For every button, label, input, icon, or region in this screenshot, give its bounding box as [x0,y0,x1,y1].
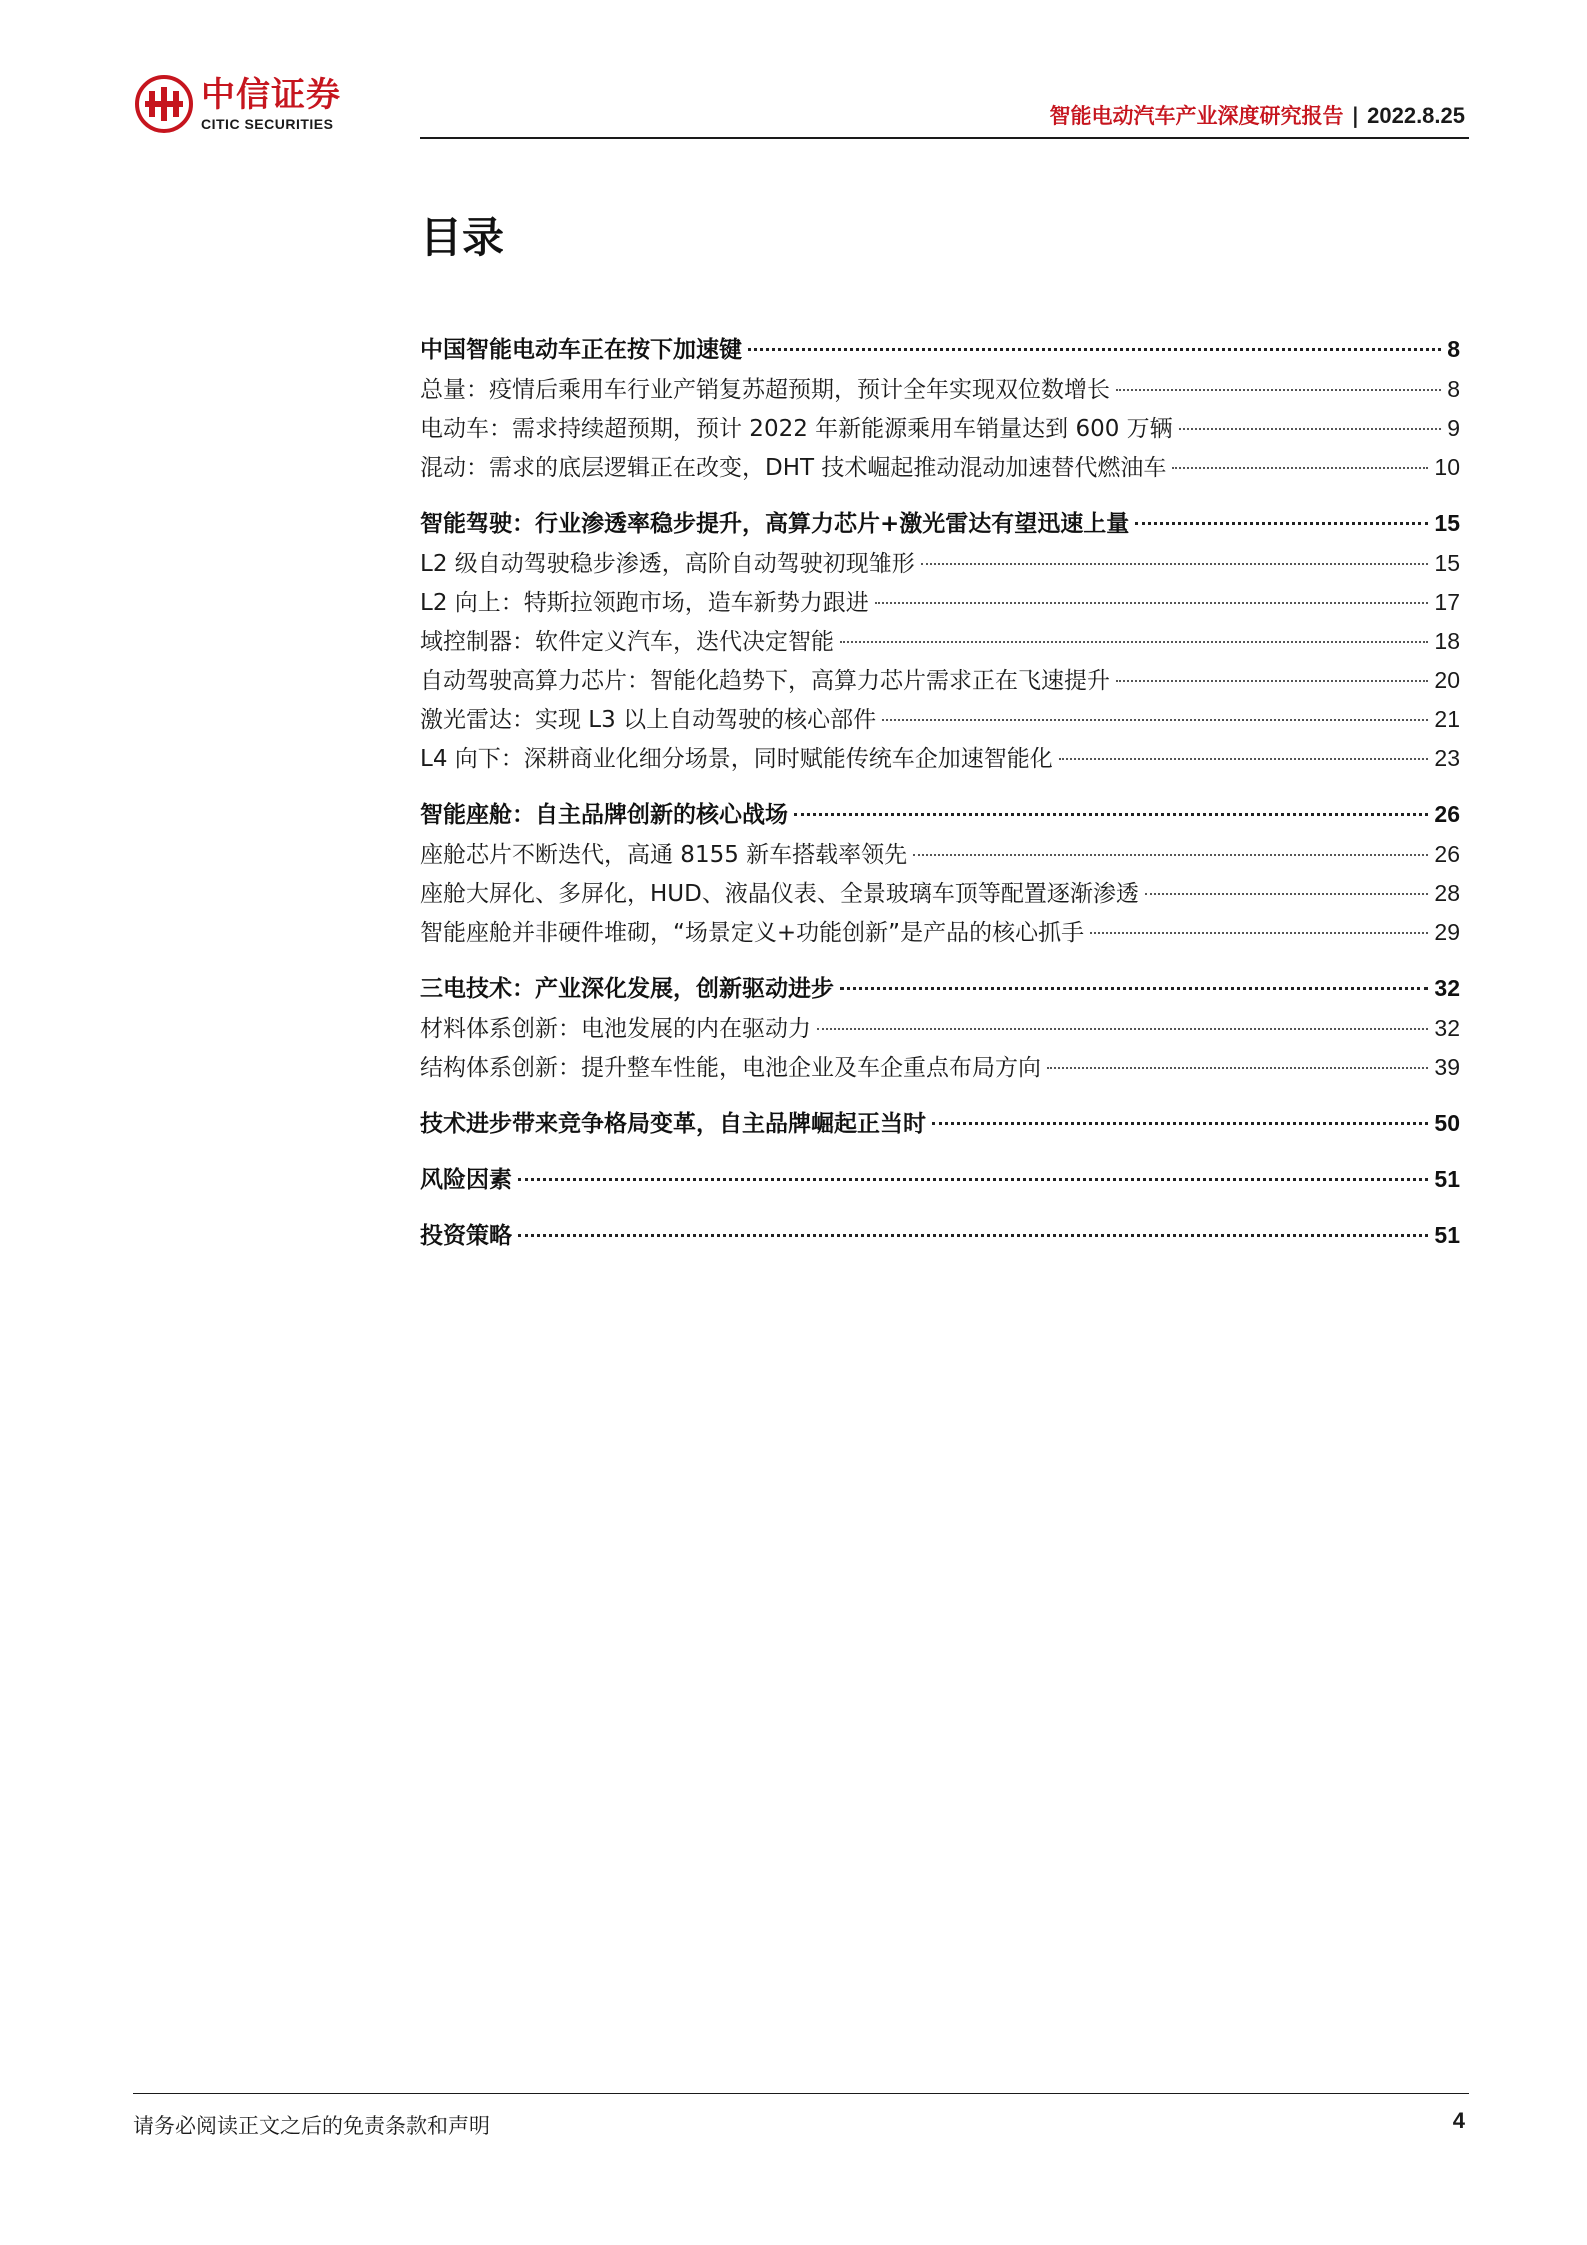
toc-entry-title: 智能座舱并非硬件堆砌，“场景定义+功能创新”是产品的核心抓手 [420,920,1085,946]
toc-entry-title: 激光雷达：实现 L3 以上自动驾驶的核心部件 [420,707,877,733]
toc-section [420,1216,1460,1256]
dot-leader [1090,932,1428,934]
toc-entry-title: 混动：需求的底层逻辑正在改变，DHT 技术崛起推动混动加速替代燃油车 [420,455,1167,481]
toc-section [420,1160,1460,1200]
dot-leader [1172,467,1428,469]
toc-chapter-entry[interactable] [420,969,1460,1009]
toc-subsection-entry[interactable] [420,835,1460,874]
toc-chapter-entry[interactable] [420,504,1460,544]
dot-leader [882,719,1428,721]
toc-chapter-entry[interactable] [420,1104,1460,1144]
toc-entry-page: 18 [1434,628,1460,654]
toc-entry-page: 9 [1447,415,1460,441]
toc-subsection-entry[interactable] [420,544,1460,583]
toc-subsection-entry[interactable] [420,874,1460,913]
toc-entry-page: 20 [1434,667,1460,693]
toc-entry-title: 域控制器：软件定义汽车，迭代决定智能 [420,629,834,655]
dot-leader [1116,389,1441,391]
toc-entry-page: 15 [1434,510,1460,536]
toc-entry-page: 51 [1434,1222,1460,1248]
toc-entry-title: L4 向下：深耕商业化细分场景，同时赋能传统车企加速智能化 [420,746,1053,772]
toc-entry-page: 8 [1447,376,1460,402]
toc-entry-page: 51 [1434,1166,1460,1192]
toc-subsection-entry[interactable] [420,661,1460,700]
toc-subsection-entry[interactable] [420,1009,1460,1048]
toc-subsection-entry[interactable] [420,622,1460,661]
report-header [1049,100,1465,130]
toc-subsection-entry[interactable] [420,448,1460,487]
toc-entry-title: 风险因素 [420,1167,512,1193]
dot-leader [794,813,1428,816]
dot-leader [913,854,1428,856]
toc-subsection-entry[interactable] [420,409,1460,448]
report-title: 智能电动汽车产业深度研究报告 [1049,104,1344,128]
toc-section [420,330,1460,487]
dot-leader [817,1028,1428,1030]
dot-leader [932,1122,1428,1125]
toc-entry-title: 智能驾驶：行业渗透率稳步提升，高算力芯片+激光雷达有望迅速上量 [420,511,1130,537]
toc-entry-title: 材料体系创新：电池发展的内在驱动力 [420,1016,811,1042]
toc-entry-title: 结构体系创新：提升整车性能，电池企业及车企重点布局方向 [420,1055,1041,1081]
header-divider [420,137,1469,139]
toc-subsection-entry[interactable] [420,1048,1460,1087]
footer-divider [133,2093,1469,2094]
dot-leader [1135,522,1428,525]
toc-entry-title: 座舱芯片不断迭代，高通 8155 新车搭载率领先 [420,842,908,868]
logo-english-name: CITIC SECURITIES [201,116,334,132]
toc-subsection-entry[interactable] [420,370,1460,409]
toc-entry-title: 电动车：需求持续超预期，预计 2022 年新能源乘用车销量达到 600 万辆 [420,416,1173,442]
toc-entry-page: 50 [1434,1110,1460,1136]
citic-logo [135,74,341,134]
toc-subsection-entry[interactable] [420,913,1460,952]
toc-section [420,795,1460,952]
dot-leader [840,987,1428,990]
toc-section [420,969,1460,1087]
toc-entry-page: 17 [1434,589,1460,615]
toc-entry-title: 总量：疫情后乘用车行业产销复苏超预期，预计全年实现双位数增长 [420,377,1110,403]
dot-leader [1116,680,1428,682]
toc-chapter-entry[interactable] [420,1216,1460,1256]
header-separator: | [1351,104,1360,128]
report-date: 2022.8.25 [1367,103,1465,128]
toc-entry-page: 39 [1434,1054,1460,1080]
toc-entry-title: 技术进步带来竞争格局变革，自主品牌崛起正当时 [420,1111,926,1137]
footer-disclaimer: 请务必阅读正文之后的免责条款和声明 [133,2114,490,2138]
toc-entry-title: 自动驾驶高算力芯片：智能化趋势下，高算力芯片需求正在飞速提升 [420,668,1110,694]
toc-entry-page: 15 [1434,550,1460,576]
toc-entry-title: 座舱大屏化、多屏化，HUD、液晶仪表、全景玻璃车顶等配置逐渐渗透 [420,881,1139,907]
toc-chapter-entry[interactable] [420,1160,1460,1200]
toc-entry-title: L2 向上：特斯拉领跑市场，造车新势力跟进 [420,590,869,616]
logo-chinese-name: 中信证券 [201,75,341,115]
toc-entry-title: 投资策略 [420,1223,512,1249]
toc-entry-page: 32 [1434,1015,1460,1041]
dot-leader [518,1178,1428,1181]
dot-leader [840,641,1428,643]
toc-chapter-entry[interactable] [420,330,1460,370]
toc-section [420,1104,1460,1144]
toc-section [420,504,1460,778]
toc-entry-page: 32 [1434,975,1460,1001]
toc-entry-page: 10 [1434,454,1460,480]
toc-heading: 目录 [420,213,505,262]
toc-entry-title: L2 级自动驾驶稳步渗透，高阶自动驾驶初现雏形 [420,551,915,577]
dot-leader [1145,893,1429,895]
toc-entry-title: 智能座舱：自主品牌创新的核心战场 [420,802,788,828]
dot-leader [921,563,1429,565]
toc-entry-title: 三电技术：产业深化发展，创新驱动进步 [420,976,834,1002]
dot-leader [518,1234,1428,1237]
toc-entry-page: 8 [1447,336,1460,362]
toc-entry-page: 23 [1434,745,1460,771]
dot-leader [1059,758,1429,760]
toc-entry-page: 21 [1434,706,1460,732]
table-of-contents [420,330,1460,1272]
toc-subsection-entry[interactable] [420,739,1460,778]
dot-leader [1047,1067,1428,1069]
toc-subsection-entry[interactable] [420,700,1460,739]
toc-entry-title: 中国智能电动车正在按下加速键 [420,337,742,363]
toc-entry-page: 26 [1434,841,1460,867]
toc-subsection-entry[interactable] [420,583,1460,622]
page-number: 4 [1452,2108,1465,2133]
toc-entry-page: 26 [1434,801,1460,827]
dot-leader [748,348,1441,351]
dot-leader [1179,428,1442,430]
toc-entry-page: 28 [1434,880,1460,906]
citic-logo-icon [135,75,193,133]
dot-leader [875,602,1429,604]
toc-chapter-entry[interactable] [420,795,1460,835]
toc-entry-page: 29 [1434,919,1460,945]
